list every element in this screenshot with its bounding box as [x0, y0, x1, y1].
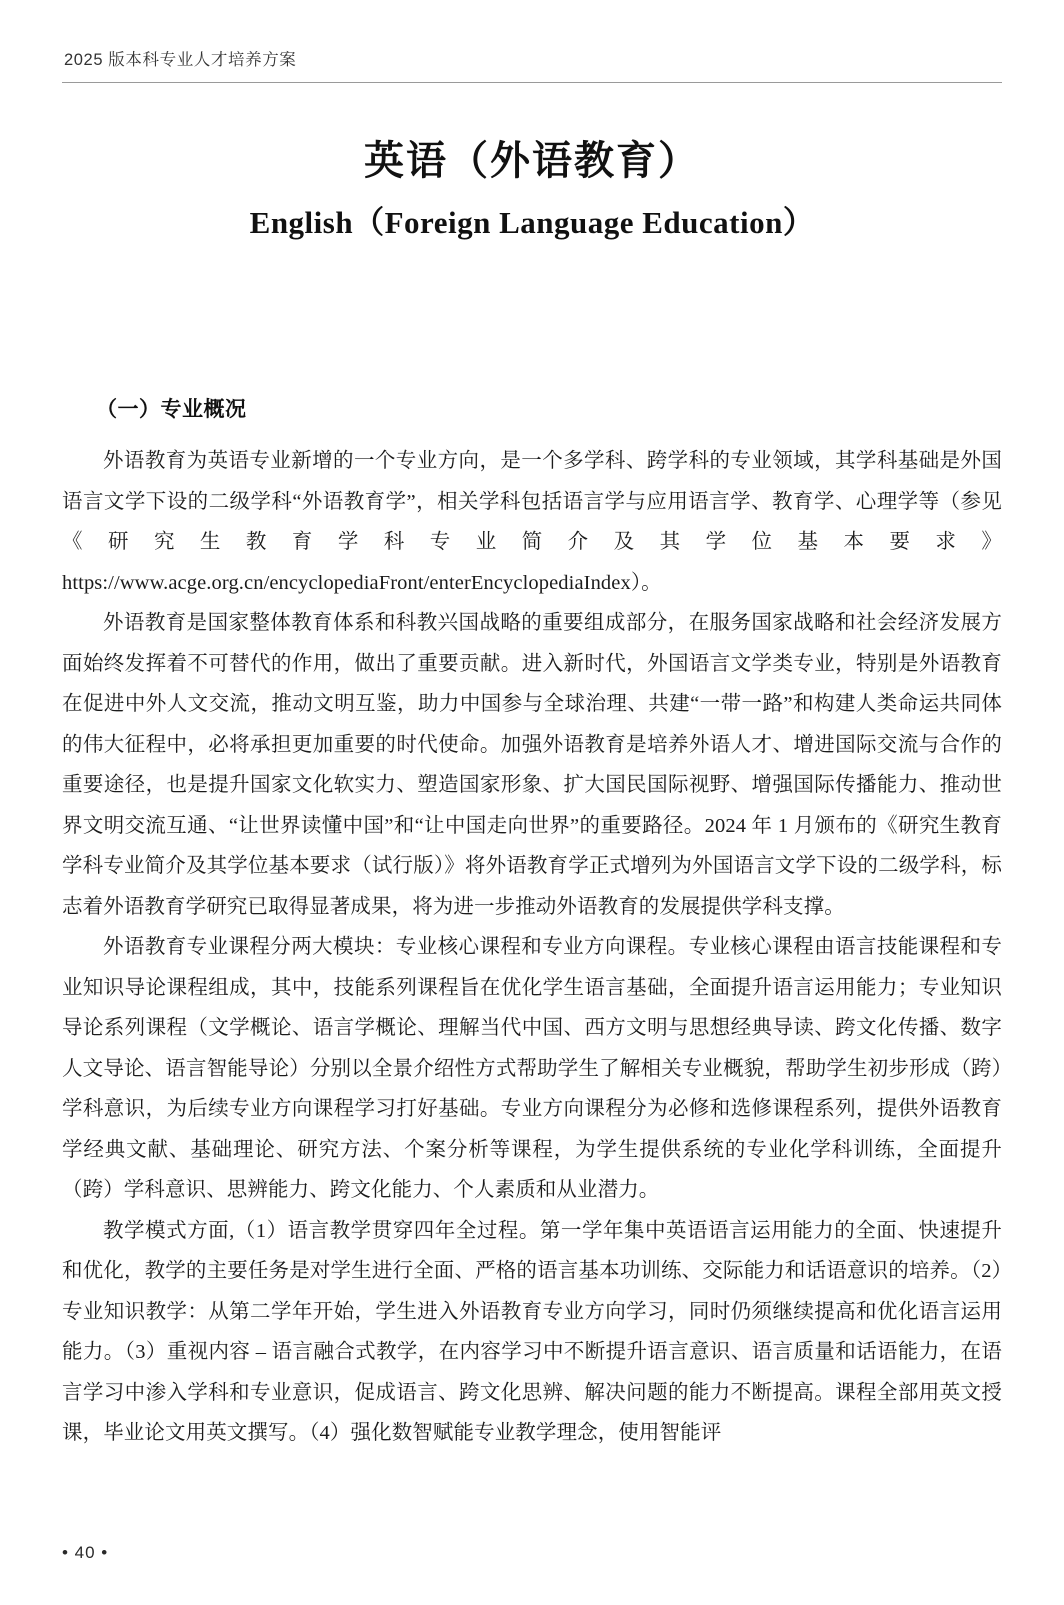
page-number: • 40 • — [62, 1543, 109, 1562]
paragraph: 教学模式方面,（1）语言教学贯穿四年全过程。第一学年集中英语语言运用能力的全面、快速提升和优化，教学的主要任务是对学生进行全面、严格的语言基本功训练、交际能力和话语意识的培养。（2）专业知识教学：从第二学年开始，学生进入外语教育专业方向学习，同时仍须继续提高和优化语言运用能力。（3）重视内容 – 语言融合式教学，在内容学习中不断提升语言意识、语言质量和话语能力，在语言学习中渗入学科和专业意识，促成语言、跨文化思辨、解决问题的能力不断提高。课程全部用英文授课，毕业论文用英文撰写。（4）强化数智赋能专业教学理念，使用智能评 — [62, 1219, 1002, 1445]
title-chinese: 英语（外语教育） — [364, 139, 700, 183]
header-divider — [62, 82, 1002, 83]
paragraph: 外语教育为英语专业新增的一个专业方向，是一个多学科、跨学科的专业领域，其学科基础是外国语言文学下设的二级学科“外语教育学”，相关学科包括语言学与应用语言学、教育学、心理学等（参见《研究生教育学科专业简介及其学位基本要求》https://www.acge.org.cn/encyclopediaFront/enterEncyclopediaIndex）。 — [62, 450, 1002, 594]
paragraph: 外语教育专业课程分两大模块：专业核心课程和专业方向课程。专业核心课程由语言技能课程和专业知识导论课程组成，其中，技能系列课程旨在优化学生语言基础，全面提升语言运用能力；专业知识导论系列课程（文学概论、语言学概论、理解当代中国、西方文明与思想经典导读、跨文化传播、数字人文导论、语言智能导论）分别以全景介绍性方式帮助学生了解相关专业概貌，帮助学生初步形成（跨）学科意识，为后续专业方向课程学习打好基础。专业方向课程分为必修和选修课程系列，提供外语教育学经典文献、基础理论、研究方法、个案分析等课程，为学生提供系统的专业化学科训练，全面提升（跨）学科意识、思辨能力、跨文化能力、个人素质和从业潜力。 — [62, 936, 1002, 1202]
page-title — [62, 135, 1002, 243]
section-overview — [62, 393, 1002, 1454]
paragraph: 外语教育是国家整体教育体系和科教兴国战略的重要组成部分，在服务国家战略和社会经济发展方面始终发挥着不可替代的作用，做出了重要贡献。进入新时代，外国语言文学类专业，特别是外语教育在促进中外人文交流，推动文明互鉴，助力中国参与全球治理、共建“一带一路”和构建人类命运共同体的伟大征程中，必将承担更加重要的时代使命。加强外语教育是培养外语人才、增进国际交流与合作的重要途径，也是提升国家文化软实力、塑造国家形象、扩大国民国际视野、增强国际传播能力、推动世界文明交流互通、“让世界读懂中国”和“让中国走向世界”的重要路径。2024 年 1 月颁布的《研究生教育学科专业简介及其学位基本要求（试行版）》将外语教育学正式增列为外国语言文学下设的二级学科，标志着外语教育学研究已取得显著成果，将为进一步推动外语教育的发展提供学科支撑。 — [62, 612, 1002, 918]
running-header: 2025 版本科专业人才培养方案 — [64, 51, 297, 69]
section-heading: （一）专业概况 — [96, 398, 247, 422]
title-english: English（Foreign Language Education） — [249, 205, 815, 240]
section-body — [62, 441, 1002, 1454]
